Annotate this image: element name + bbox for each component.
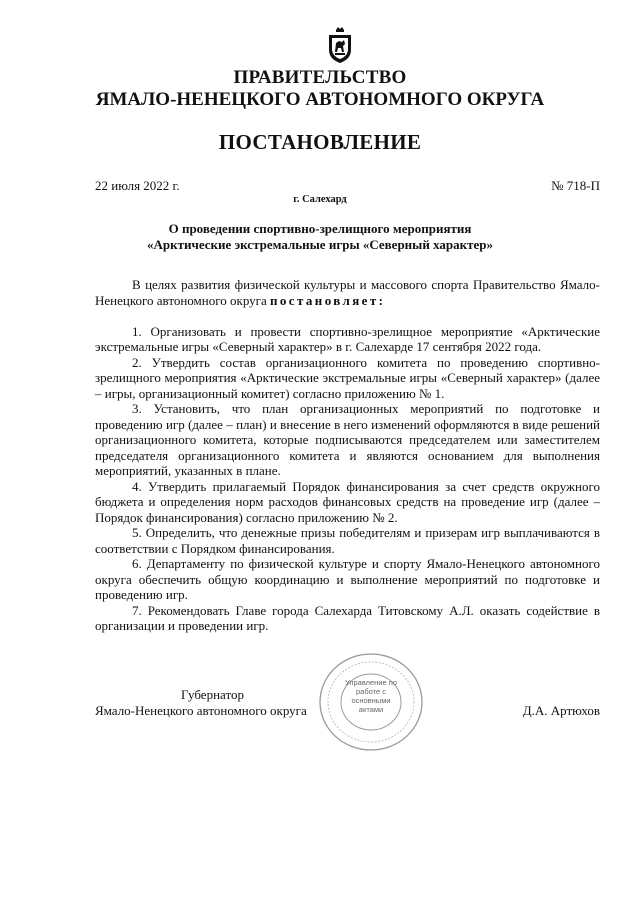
preamble	[95, 277, 600, 308]
subject-line: «Арктические экстремальные игры «Северный характер»	[147, 237, 493, 252]
list-item: 4. Утвердить прилагаемый Порядок финансирования за счет средств окружного бюджета и определения норм расходов финансовых средств на проведение игр (далее – Порядок финансирования) согласно приложению № 2.	[95, 478, 600, 525]
list-item: 2. Утвердить состав организационного комитета по проведению спортивно-зрелищного мероприятия «Арктические экстремальные игры «Северный характер» (далее – игры, организационный комитет) согласно приложению № 1.	[95, 354, 600, 401]
signatory-org: Ямало-Ненецкого автономного округа	[95, 703, 307, 718]
subject-line: О проведении спортивно-зрелищного мероприятия	[168, 221, 472, 236]
document-number: № 718-П	[551, 178, 600, 193]
document-type: ПОСТАНОВЛЕНИЕ	[218, 130, 422, 154]
document-city: г. Салехард	[293, 194, 347, 205]
document-body	[95, 277, 600, 634]
preamble-verb: постановляет:	[270, 292, 386, 308]
list-item: 5. Определить, что денежные призы победителям и призерам игр выплачиваются в соответствии с Порядком финансирования.	[95, 525, 600, 556]
list-item: 3. Установить, что план организационных мероприятий по подготовке и проведению игр (далее – план) и внесение в него изменений оформляются в виде решений организационного комитета, которые подписываются председателем или заместителем председателя организационного комитета и являются основанием для выполнения мероприятий, указанных в плане.	[95, 401, 600, 478]
coat-of-arms-icon	[327, 26, 353, 64]
list-item: 1. Организовать и провести спортивно-зрелищное мероприятие «Арктические экстремальные игры «Северный характер» в г. Салехарде 17 сентября 2022 года.	[95, 323, 600, 354]
document-date: 22 июля 2022 г.	[95, 178, 180, 193]
region-title: ЯМАЛО-НЕНЕЦКОГО АВТОНОМНОГО ОКРУГА	[95, 89, 545, 110]
government-title: ПРАВИТЕЛЬСТВО	[233, 67, 407, 88]
preamble-text: В целях развития физической культуры и массового спорта Правительство Ямало-Ненецкого автономного округа	[95, 277, 600, 308]
list-item: 6. Департаменту по физической культуре и спорту Ямало-Ненецкого автономного округа обеспечить общую координацию и выполнение мероприятий по подготовке и проведению игр.	[95, 556, 600, 602]
signatory-title: Губернатор	[181, 687, 244, 702]
document-subject	[60, 221, 580, 253]
signatory-name: Д.А. Артюхов	[522, 703, 600, 718]
stamp-inner-text: Управление по работе с основными актами	[344, 678, 397, 714]
list-item: 7. Рекомендовать Главе города Салехарда Титовскому А.Л. оказать содействие в организации и проведении игр.	[95, 602, 600, 633]
